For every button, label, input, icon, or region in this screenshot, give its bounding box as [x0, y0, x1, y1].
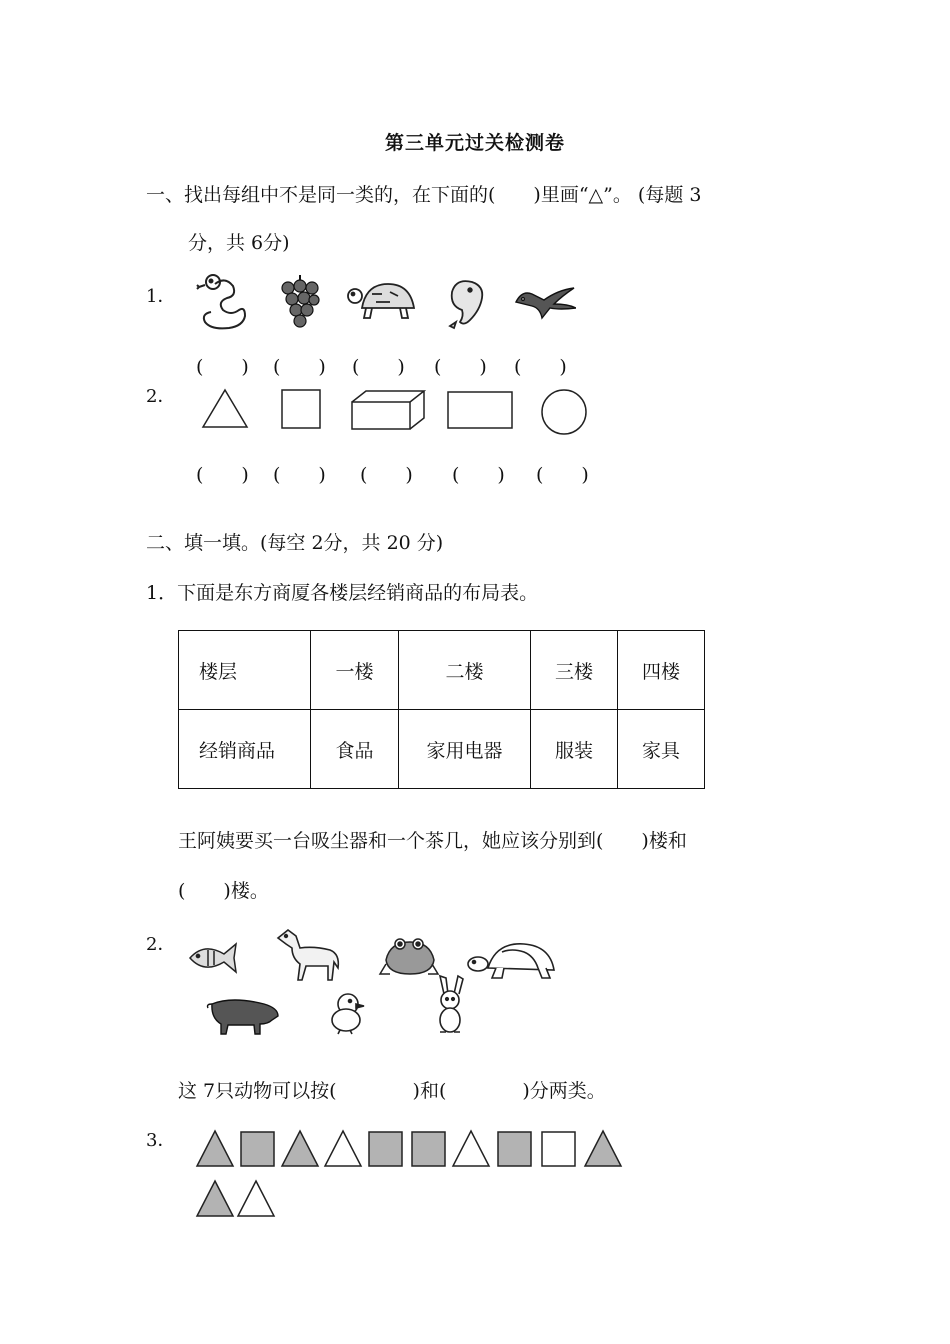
q2-blank-1[interactable]: ( ): [196, 464, 249, 486]
s2-q1-question-line2: ( )楼。: [178, 880, 269, 902]
dolphin-icon: [440, 276, 486, 330]
table-row: [179, 710, 705, 789]
q2-blank-5[interactable]: ( ): [536, 464, 589, 486]
white-square: [542, 1132, 575, 1166]
horse-icon: [272, 926, 344, 986]
q1-blank-3[interactable]: ( ): [352, 356, 405, 378]
triangle-shape: [200, 388, 250, 430]
q2-blank-3[interactable]: ( ): [360, 464, 413, 486]
s2-q2-label: 2．: [146, 934, 176, 955]
gray-square: [369, 1132, 402, 1166]
gray-square: [412, 1132, 445, 1166]
table-cell: 楼层: [179, 631, 311, 710]
section1-heading: 一、找出每组中不是同一类的，在下面的( )里画“△”。 (每题 3: [146, 184, 702, 206]
q2-label: 2．: [146, 386, 176, 407]
q1-blank-4[interactable]: ( ): [434, 356, 487, 378]
section1-heading-cont: 分，共 6分): [188, 232, 290, 254]
table-cell: 经销商品: [179, 710, 311, 789]
table-cell: 四楼: [618, 631, 705, 710]
gray-triangle: [282, 1131, 318, 1166]
cuboid-shape: [350, 388, 426, 432]
swallow-icon: [510, 282, 576, 324]
s2-q3-label: 3．: [146, 1130, 176, 1151]
turtle-icon-2: [466, 940, 558, 982]
q1-blank-2[interactable]: ( ): [273, 356, 326, 378]
gray-triangle: [197, 1131, 233, 1166]
table-cell: 一楼: [311, 631, 399, 710]
gray-triangle: [197, 1181, 233, 1216]
table-cell: 家用电器: [399, 710, 531, 789]
s2-q1-question-line1: 王阿姨要买一台吸尘器和一个茶几，她应该分别到( )楼和: [178, 830, 687, 852]
table-cell: 服装: [531, 710, 618, 789]
table-cell: 食品: [311, 710, 399, 789]
gray-square: [498, 1132, 531, 1166]
white-triangle: [325, 1131, 361, 1166]
white-triangle: [453, 1131, 489, 1166]
rectangle-shape: [446, 390, 516, 432]
s2-q2-question: 这 7只动物可以按( )和( )分两类。: [178, 1080, 606, 1102]
table-cell: 家具: [618, 710, 705, 789]
table-cell: 三楼: [531, 631, 618, 710]
circle-shape: [538, 388, 590, 438]
q2-blank-2[interactable]: ( ): [273, 464, 326, 486]
snake-icon: [193, 272, 255, 332]
q2-blank-4[interactable]: ( ): [452, 464, 505, 486]
gray-triangle: [585, 1131, 621, 1166]
grapes-icon: [274, 274, 328, 332]
q1-blank-1[interactable]: ( ): [196, 356, 249, 378]
square-shape: [280, 388, 324, 430]
gray-square: [241, 1132, 274, 1166]
rabbit-icon: [430, 974, 470, 1036]
table-cell: 二楼: [399, 631, 531, 710]
pig-icon: [204, 994, 282, 1036]
shape-sequence-row1: [194, 1128, 626, 1172]
fish-icon: [186, 940, 240, 978]
q1-blank-5[interactable]: ( ): [514, 356, 567, 378]
q1-label: 1．: [146, 286, 176, 307]
page-title: 第三单元过关检测卷: [384, 132, 565, 154]
shape-sequence-row2: [194, 1178, 278, 1222]
s2-q1-text: 1．下面是东方商厦各楼层经销商品的布局表。: [146, 582, 539, 604]
white-triangle: [238, 1181, 274, 1216]
table-header-row: [179, 631, 705, 710]
chick-icon: [326, 990, 368, 1036]
floor-layout-table: [178, 630, 705, 789]
section2-heading: 二、填一填。(每空 2分，共 20 分): [146, 532, 444, 554]
turtle-icon: [346, 280, 418, 326]
